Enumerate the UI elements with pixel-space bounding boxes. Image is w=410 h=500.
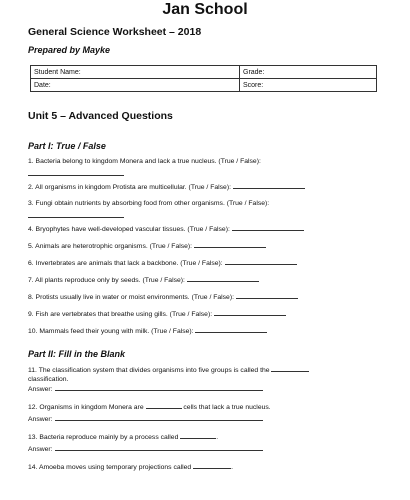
answer-blank[interactable]	[28, 169, 124, 176]
question-12	[28, 402, 378, 412]
part-1-title: Part I: True / False	[28, 141, 106, 151]
answer-blank[interactable]	[55, 384, 263, 391]
grade-field[interactable]: Grade:	[240, 66, 377, 79]
question-13	[28, 432, 378, 442]
answer-blank[interactable]	[187, 275, 259, 282]
answer-blank[interactable]	[194, 241, 266, 248]
answer-blank[interactable]	[195, 326, 267, 333]
question-5	[28, 241, 378, 251]
answer-line-12	[28, 414, 263, 423]
question-text: 14. Amoeba moves using temporary projections called	[28, 464, 192, 471]
question-text: 13. Bacteria reproduce mainly by a process called	[28, 434, 179, 441]
question-text: 6. Invertebrates are animals that lack a backbone. (True / False):	[28, 260, 223, 267]
answer-blank[interactable]	[55, 444, 263, 451]
answer-blank[interactable]	[214, 309, 286, 316]
question-4	[28, 224, 378, 234]
student-name-field[interactable]: Student Name:	[31, 66, 240, 79]
question-2	[28, 182, 378, 192]
question-8	[28, 292, 378, 302]
question-6	[28, 258, 378, 268]
question-text-end: .	[231, 464, 233, 471]
question-text: 8. Protists usually live in water or moist environments. (True / False):	[28, 294, 234, 301]
question-text: 9. Fish are vertebrates that breathe using gills. (True / False):	[28, 311, 213, 318]
school-name: Jan School	[162, 1, 248, 18]
answer-blank[interactable]	[28, 211, 124, 218]
answer-line-13	[28, 444, 263, 453]
answer-label: Answer:	[28, 416, 53, 423]
question-text: 7. All plants reproduce only by seeds. (True / False):	[28, 277, 185, 284]
question-text-end: classification.	[28, 376, 69, 383]
question-text-end: .	[216, 434, 219, 441]
part-2-title: Part II: Fill in the Blank	[28, 349, 126, 359]
question-text: 2. All organisms in kingdom Protista are multicellular. (True / False):	[28, 184, 231, 191]
student-info-table	[30, 65, 377, 92]
date-field[interactable]: Date:	[31, 79, 240, 92]
answer-label: Answer:	[28, 446, 53, 453]
question-text: 11. The classification system that divides organisms into five groups is called the	[28, 367, 270, 374]
answer-blank[interactable]	[193, 462, 231, 469]
worksheet-title: General Science Worksheet – 2018	[28, 26, 202, 38]
question-text: 10. Mammals feed their young with milk. (True / False):	[28, 328, 194, 335]
question-14	[28, 462, 378, 472]
question-1	[28, 157, 378, 179]
question-text-end: cells that lack a true nucleus.	[183, 404, 271, 411]
answer-blank[interactable]	[225, 258, 297, 265]
answer-blank[interactable]	[146, 402, 182, 409]
question-10	[28, 326, 378, 336]
question-text: 3. Fungi obtain nutrients by absorbing food from other organisms. (True / False):	[28, 200, 270, 207]
unit-title: Unit 5 – Advanced Questions	[28, 110, 173, 122]
question-text: 12. Organisms in kingdom Monera are	[28, 404, 144, 411]
answer-label: Answer:	[28, 386, 53, 393]
answer-blank[interactable]	[233, 182, 305, 189]
question-9	[28, 309, 378, 319]
question-11	[28, 365, 378, 384]
question-text: 4. Bryophytes have well-developed vascular tissues. (True / False):	[28, 226, 230, 233]
question-text: 1. Bacteria belong to kingdom Monera and lack a true nucleus. (True / False):	[28, 158, 261, 165]
score-field[interactable]: Score:	[240, 79, 377, 92]
answer-blank[interactable]	[55, 414, 263, 421]
answer-line-11	[28, 384, 263, 393]
answer-blank[interactable]	[180, 432, 219, 441]
question-text: 5. Animals are heterotrophic organisms. (True / False):	[28, 243, 193, 250]
question-3	[28, 199, 378, 221]
answer-blank[interactable]	[271, 365, 309, 372]
prepared-by: Prepared by Mayke	[28, 45, 111, 55]
answer-blank[interactable]	[236, 292, 298, 299]
question-7	[28, 275, 378, 285]
answer-blank[interactable]	[232, 224, 304, 231]
